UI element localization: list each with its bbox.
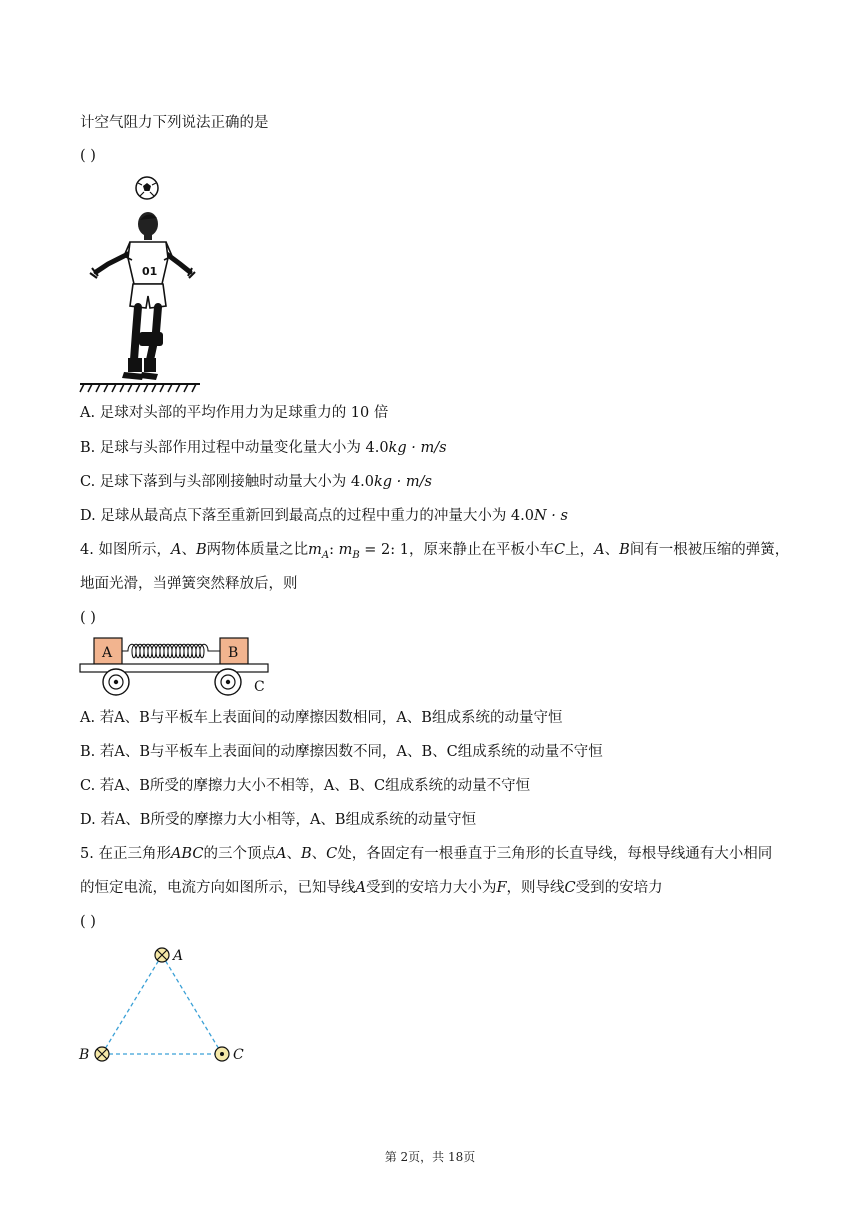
block-a-label: A: [102, 645, 113, 661]
soccer-ball-icon: [136, 177, 158, 199]
q4-option-b: B. 若A、B与平板车上表面间的动摩擦因数不同，A、B、C组成系统的动量不守恒: [80, 744, 603, 760]
vertex-b-label: B: [79, 1047, 90, 1063]
cart-spring-figure: [78, 634, 274, 698]
wire-b-into-page-icon: [95, 1047, 109, 1061]
wire-a-into-page-icon: [155, 948, 169, 962]
q5-stem-line1: 5. 在正三角形ABC的三个顶点A、B、C处，各固定有一根垂直于三角形的长直导线，每根导线通有大小相同: [80, 846, 773, 862]
left-wheel-icon: [103, 669, 129, 695]
q3-option-b: B. 足球与头部作用过程中动量变化量大小为 4.0kg · m/s: [80, 440, 447, 456]
cart-label: C: [254, 679, 265, 695]
right-wheel-icon: [215, 669, 241, 695]
spring: [122, 644, 220, 658]
block-b-label: B: [228, 645, 239, 661]
q3-answer-paren: ( ): [80, 148, 96, 164]
jersey-number: 01: [142, 265, 158, 278]
q5-answer-paren: ( ): [80, 914, 96, 930]
q5-stem-line2: 的恒定电流，电流方向如图所示，已知导线A受到的安培力大小为F，则导线C受到的安培力: [80, 880, 663, 896]
vertex-c-label: C: [233, 1047, 244, 1063]
q3-option-d: D. 足球从最高点下落至重新回到最高点的过程中重力的冲量大小为 4.0N · s: [80, 508, 568, 524]
soccer-header-figure: [78, 172, 203, 394]
q4-option-c: C. 若A、B所受的摩擦力大小不相等，A、B、C组成系统的动量不守恒: [80, 778, 531, 794]
vertex-a-label: A: [173, 948, 184, 964]
q4-stem-line1: 4. 如图所示，A、B两物体质量之比$m_A$: $m_B = 2$: 1，原来静止在平板小车C上，A、B间有一根被压缩的弹簧，: [80, 542, 790, 561]
q4-option-a: A. 若A、B与平板车上表面间的动摩擦因数相同，A、B组成系统的动量守恒: [80, 710, 563, 726]
q4-answer-paren: ( ): [80, 610, 96, 626]
q3-option-c: C. 足球下落到与头部刚接触时动量大小为 4.0kg · m/s: [80, 474, 432, 490]
q4-stem-line2: 地面光滑，当弹簧突然释放后，则: [80, 576, 298, 592]
wire-c-out-of-page-icon: [215, 1047, 229, 1061]
q3-stem-tail: 计空气阻力下列说法正确的是: [80, 115, 269, 131]
page-footer: 第 2页，共 18页: [384, 1150, 476, 1164]
q3-option-a: A. 足球对头部的平均作用力为足球重力的 10 倍: [80, 405, 389, 421]
triangle-wires-figure: [74, 940, 254, 1070]
q4-option-d: D. 若A、B所受的摩擦力大小相等，A、B组成系统的动量守恒: [80, 812, 477, 828]
